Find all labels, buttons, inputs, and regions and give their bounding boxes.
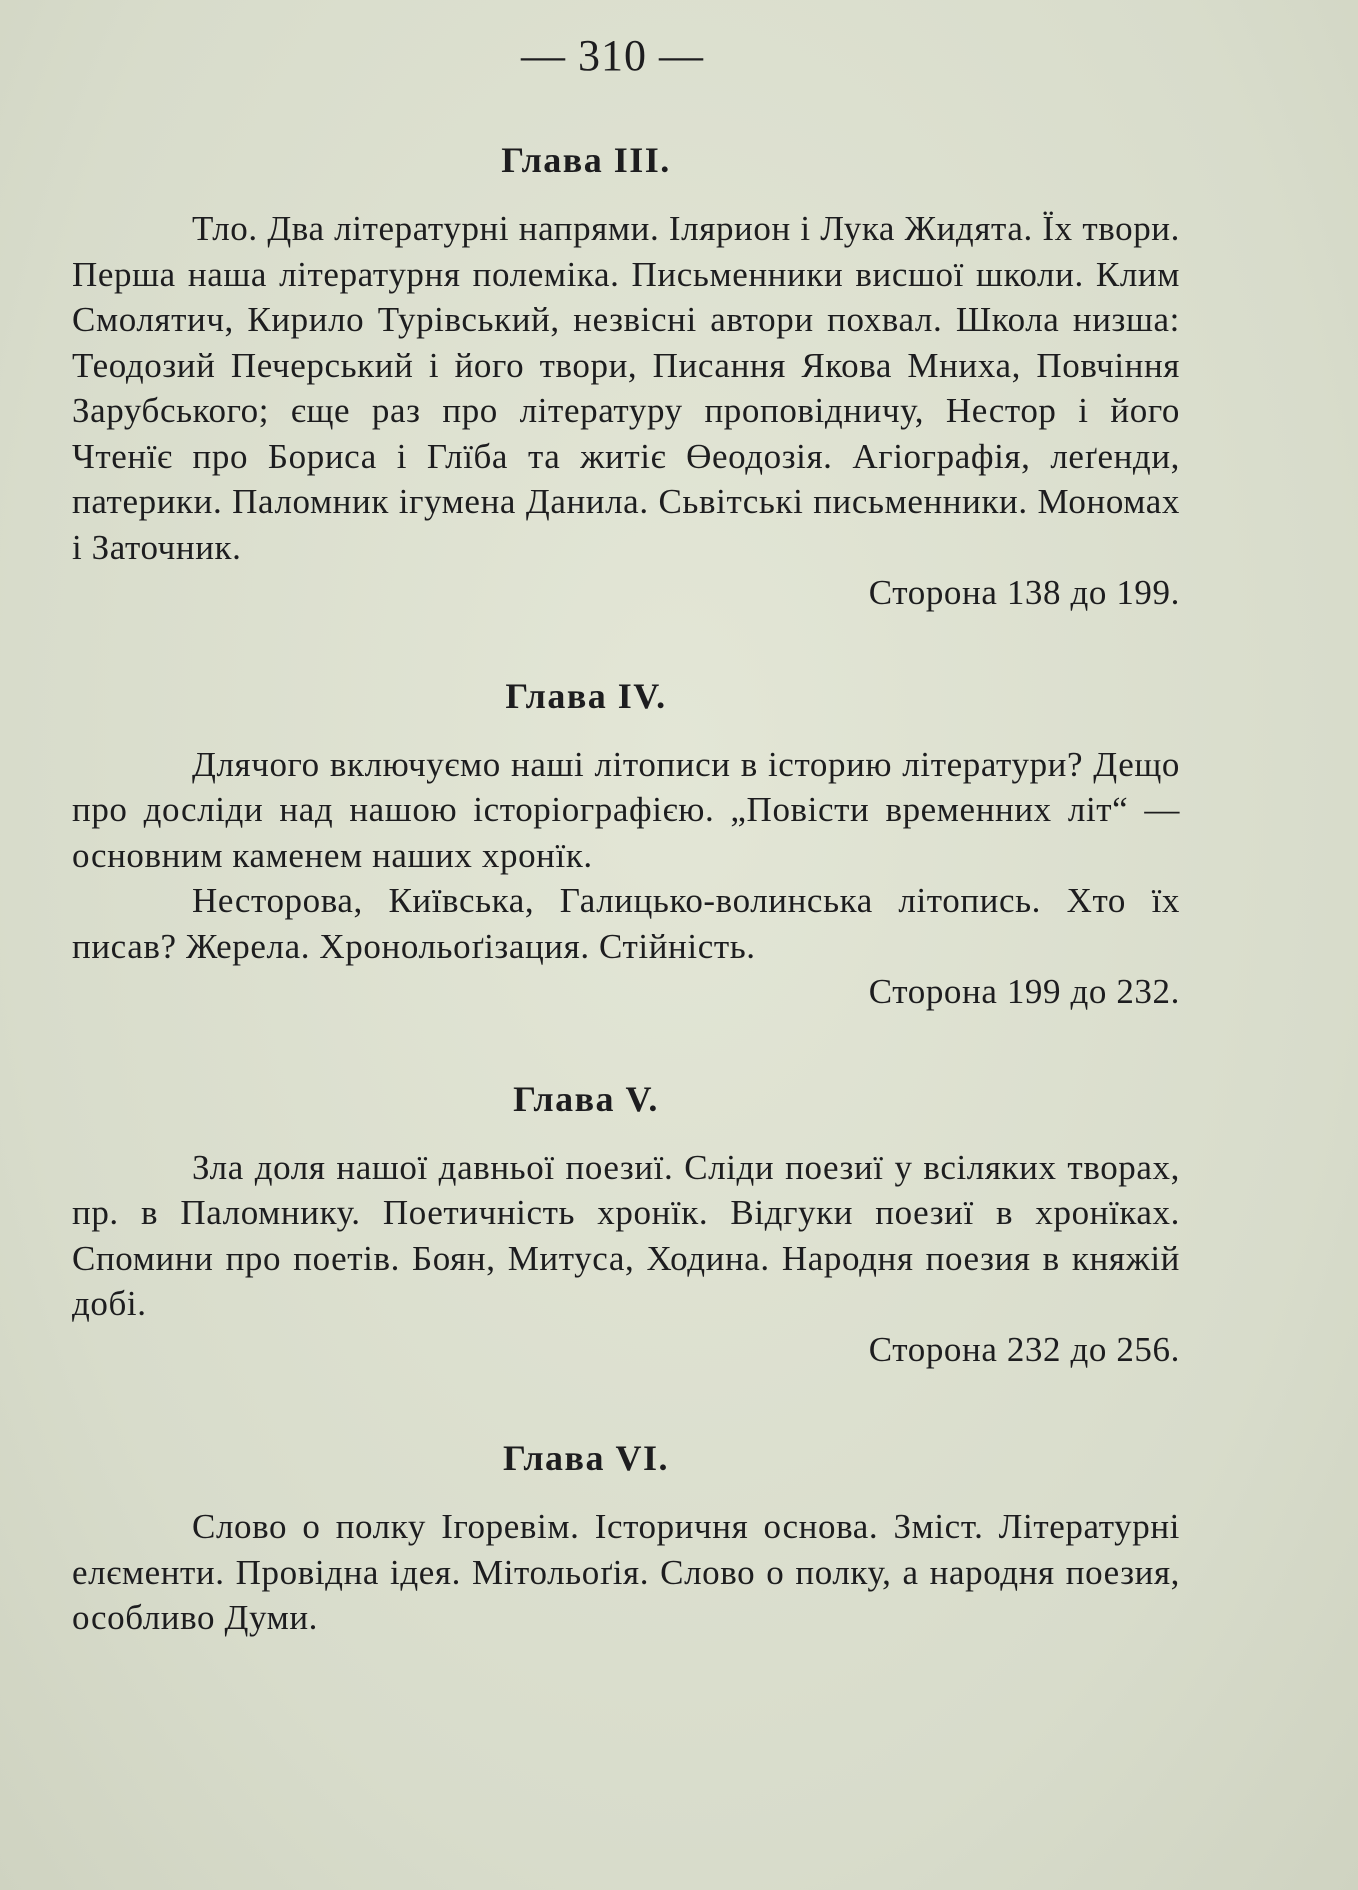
page-number: — 310 — — [521, 31, 704, 80]
table-of-contents — [72, 138, 1180, 1641]
chapter-4 — [72, 674, 1180, 1015]
chapter-summary: Тло. Два літературні напрями. Ілярион і Лука Жидята. Їх твори. Перша наша літературня полеміка. Письменники висшої школи. Клим Смолятич, Кирило Турівський, незвісні автори похвал. Школа низша: Теодозий Печерський і його твори, Писання Якова Мниха, Повчіння Зарубського; єще раз про літературу проповідничу, Нестор і його Чтенїє про Бориса і Глїба та житіє Өеодозія. Агіографія, леґенди, патерики. Паломник ігумена Данила. Сьвітські письменники. Мономах і Заточник. — [72, 209, 1180, 567]
chapter-3 — [72, 138, 1180, 616]
chapter-heading: Глава IV. — [505, 675, 667, 716]
chapter-heading: Глава VI. — [503, 1438, 669, 1478]
chapter-summary: Длячого включуємо наші літописи в історию літератури? Дещо про досліди над нашою історіографією. „Повісти временних літ“ — основним каменем наших хронїк. — [72, 744, 1180, 875]
chapter-heading: Глава V. — [513, 1078, 659, 1119]
chapter-summary: Слово о полку Ігоревім. Історичня основа. Зміст. Літературні елєменти. Провідна ідея. Мітольоґія. Слово о полку, а народня поезия, особливо Думи. — [72, 1507, 1180, 1637]
page-range: Сторона 232 до 256. — [868, 1329, 1180, 1369]
chapter-5 — [72, 1077, 1180, 1373]
page-range: Сторона 138 до 199. — [868, 573, 1180, 612]
chapter-summary: Зла доля нашої давньої поезиї. Сліди поезиї у всіляких творах, пр. в Паломнику. Поетичність хронїк. Відгуки поезиї в хронїках. Спомини про поетів. Боян, Митуса, Ходина. Народня поезия в княжій добі. — [72, 1147, 1180, 1323]
page-range: Сторона 199 до 232. — [868, 972, 1180, 1011]
chapter-summary: Несторова, Київська, Галицько-волинська літопись. Хто їх писав? Жерела. Хронольоґізация. Стійність. — [72, 881, 1180, 966]
chapter-6 — [72, 1436, 1180, 1641]
chapter-heading: Глава III. — [501, 140, 671, 180]
